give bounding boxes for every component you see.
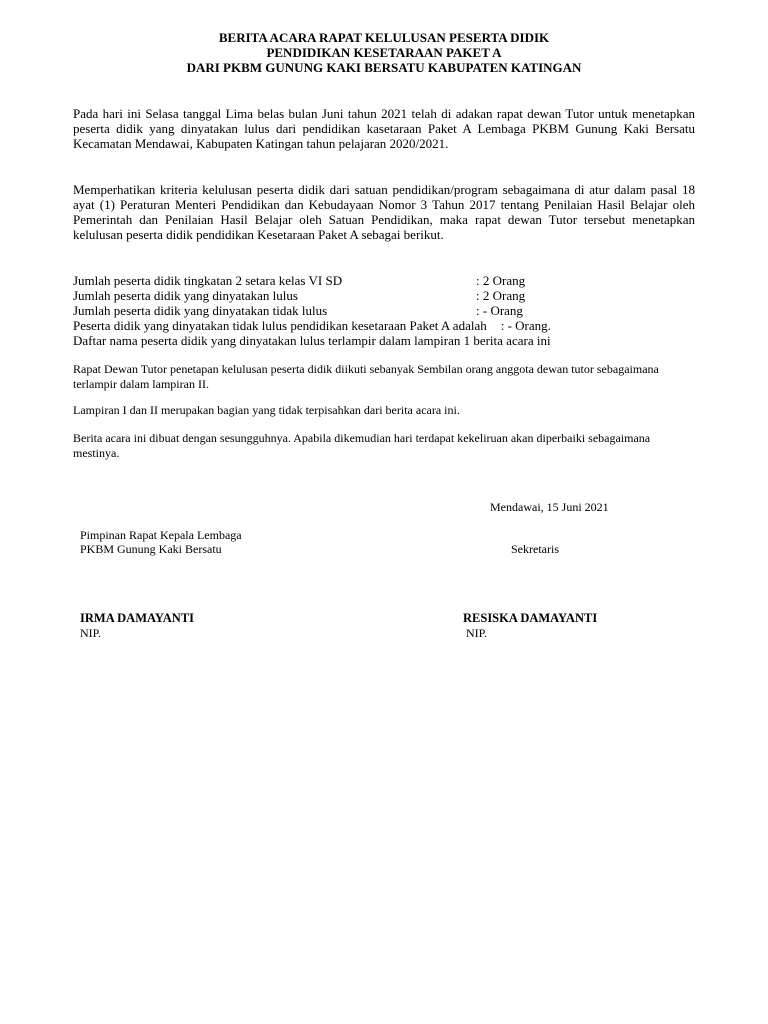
stat-value: : - Orang bbox=[476, 303, 523, 318]
attachment-note: Daftar nama peserta didik yang dinyatakan lulus terlampir dalam lampiran 1 berita acara ini bbox=[73, 333, 551, 348]
participant-stats bbox=[73, 273, 551, 348]
stat-value: : 2 Orang bbox=[476, 273, 526, 288]
place-date: Mendawai, 15 Juni 2021 bbox=[490, 500, 609, 514]
stat-label: Jumlah peserta didik tingkatan 2 setara kelas VI SD bbox=[73, 273, 343, 288]
criteria-paragraph: Memperhatikan kriteria kelulusan peserta didik dari satuan pendidikan/program sebagaimana di atur dalam pasal 18 ayat (1) Peraturan Menteri Pendidikan dan Kebudayaan Nomor 3 Tahun 2017 tentang Penilaian Hasil Belajar oleh Pemerintah dan Penilaian Hasil Belajar oleh Satuan Pendidikan, maka rapat dewan Tutor tersebut menetapkan kelulusan peserta didik pendidikan Kesetaraan Paket A sebagai berikut. bbox=[73, 182, 695, 242]
stat-row-failed bbox=[73, 303, 551, 318]
appendix-paragraph: Lampiran I dan II merupakan bagian yang tidak terpisahkan dari berita acara ini. bbox=[73, 403, 460, 417]
not-passed-row bbox=[73, 318, 551, 333]
document-title bbox=[0, 30, 768, 75]
stat-row-total bbox=[73, 273, 551, 288]
left-signatory-role-2: PKBM Gunung Kaki Bersatu bbox=[80, 542, 222, 556]
stat-label: Jumlah peserta didik yang dinyatakan lulus bbox=[73, 288, 298, 303]
stat-value: : 2 Orang bbox=[476, 288, 526, 303]
right-signatory-name: RESISKA DAMAYANTI bbox=[463, 611, 598, 625]
left-signatory-role-1: Pimpinan Rapat Kepala Lembaga bbox=[80, 528, 242, 542]
right-signatory-role: Sekretaris bbox=[511, 542, 559, 556]
title-line-2: PENDIDIKAN KESETARAAN PAKET A bbox=[266, 45, 502, 60]
left-signatory-name: IRMA DAMAYANTI bbox=[80, 611, 195, 625]
title-line-1: BERITA ACARA RAPAT KELULUSAN PESERTA DIDIK bbox=[218, 30, 550, 45]
right-signatory-nip: NIP. bbox=[466, 626, 488, 640]
stat-row-passed bbox=[73, 288, 551, 303]
opening-paragraph: Pada hari ini Selasa tanggal Lima belas bulan Juni tahun 2021 telah di adakan rapat dewan Tutor untuk menetapkan peserta didik yang dinyatakan lulus dari pendidikan kasetaraan Paket A Lembaga PKBM Gunung Kaki Bersatu Kecamatan Mendawai, Kabupaten Katingan tahun pelajaran 2020/2021. bbox=[73, 106, 695, 151]
council-paragraph: Rapat Dewan Tutor penetapan kelulusan peserta didik diikuti sebanyak Sembilan orang anggota dewan tutor sebagaimana terlampir dalam lampiran II. bbox=[73, 362, 659, 391]
title-line-3: DARI PKBM GUNUNG KAKI BERSATU KABUPATEN KATINGAN bbox=[186, 60, 582, 75]
closing-paragraph: Berita acara ini dibuat dengan sesungguhnya. Apabila dikemudian hari terdapat kekeliruan akan diperbaiki sebagaimana mestinya. bbox=[73, 431, 651, 460]
left-signatory-nip: NIP. bbox=[80, 626, 102, 640]
stat-label: Jumlah peserta didik yang dinyatakan tidak lulus bbox=[73, 303, 328, 318]
not-passed-label: Peserta didik yang dinyatakan tidak lulus pendidikan kesetaraan Paket A adalah bbox=[73, 318, 487, 333]
not-passed-value: : - Orang. bbox=[500, 318, 551, 333]
